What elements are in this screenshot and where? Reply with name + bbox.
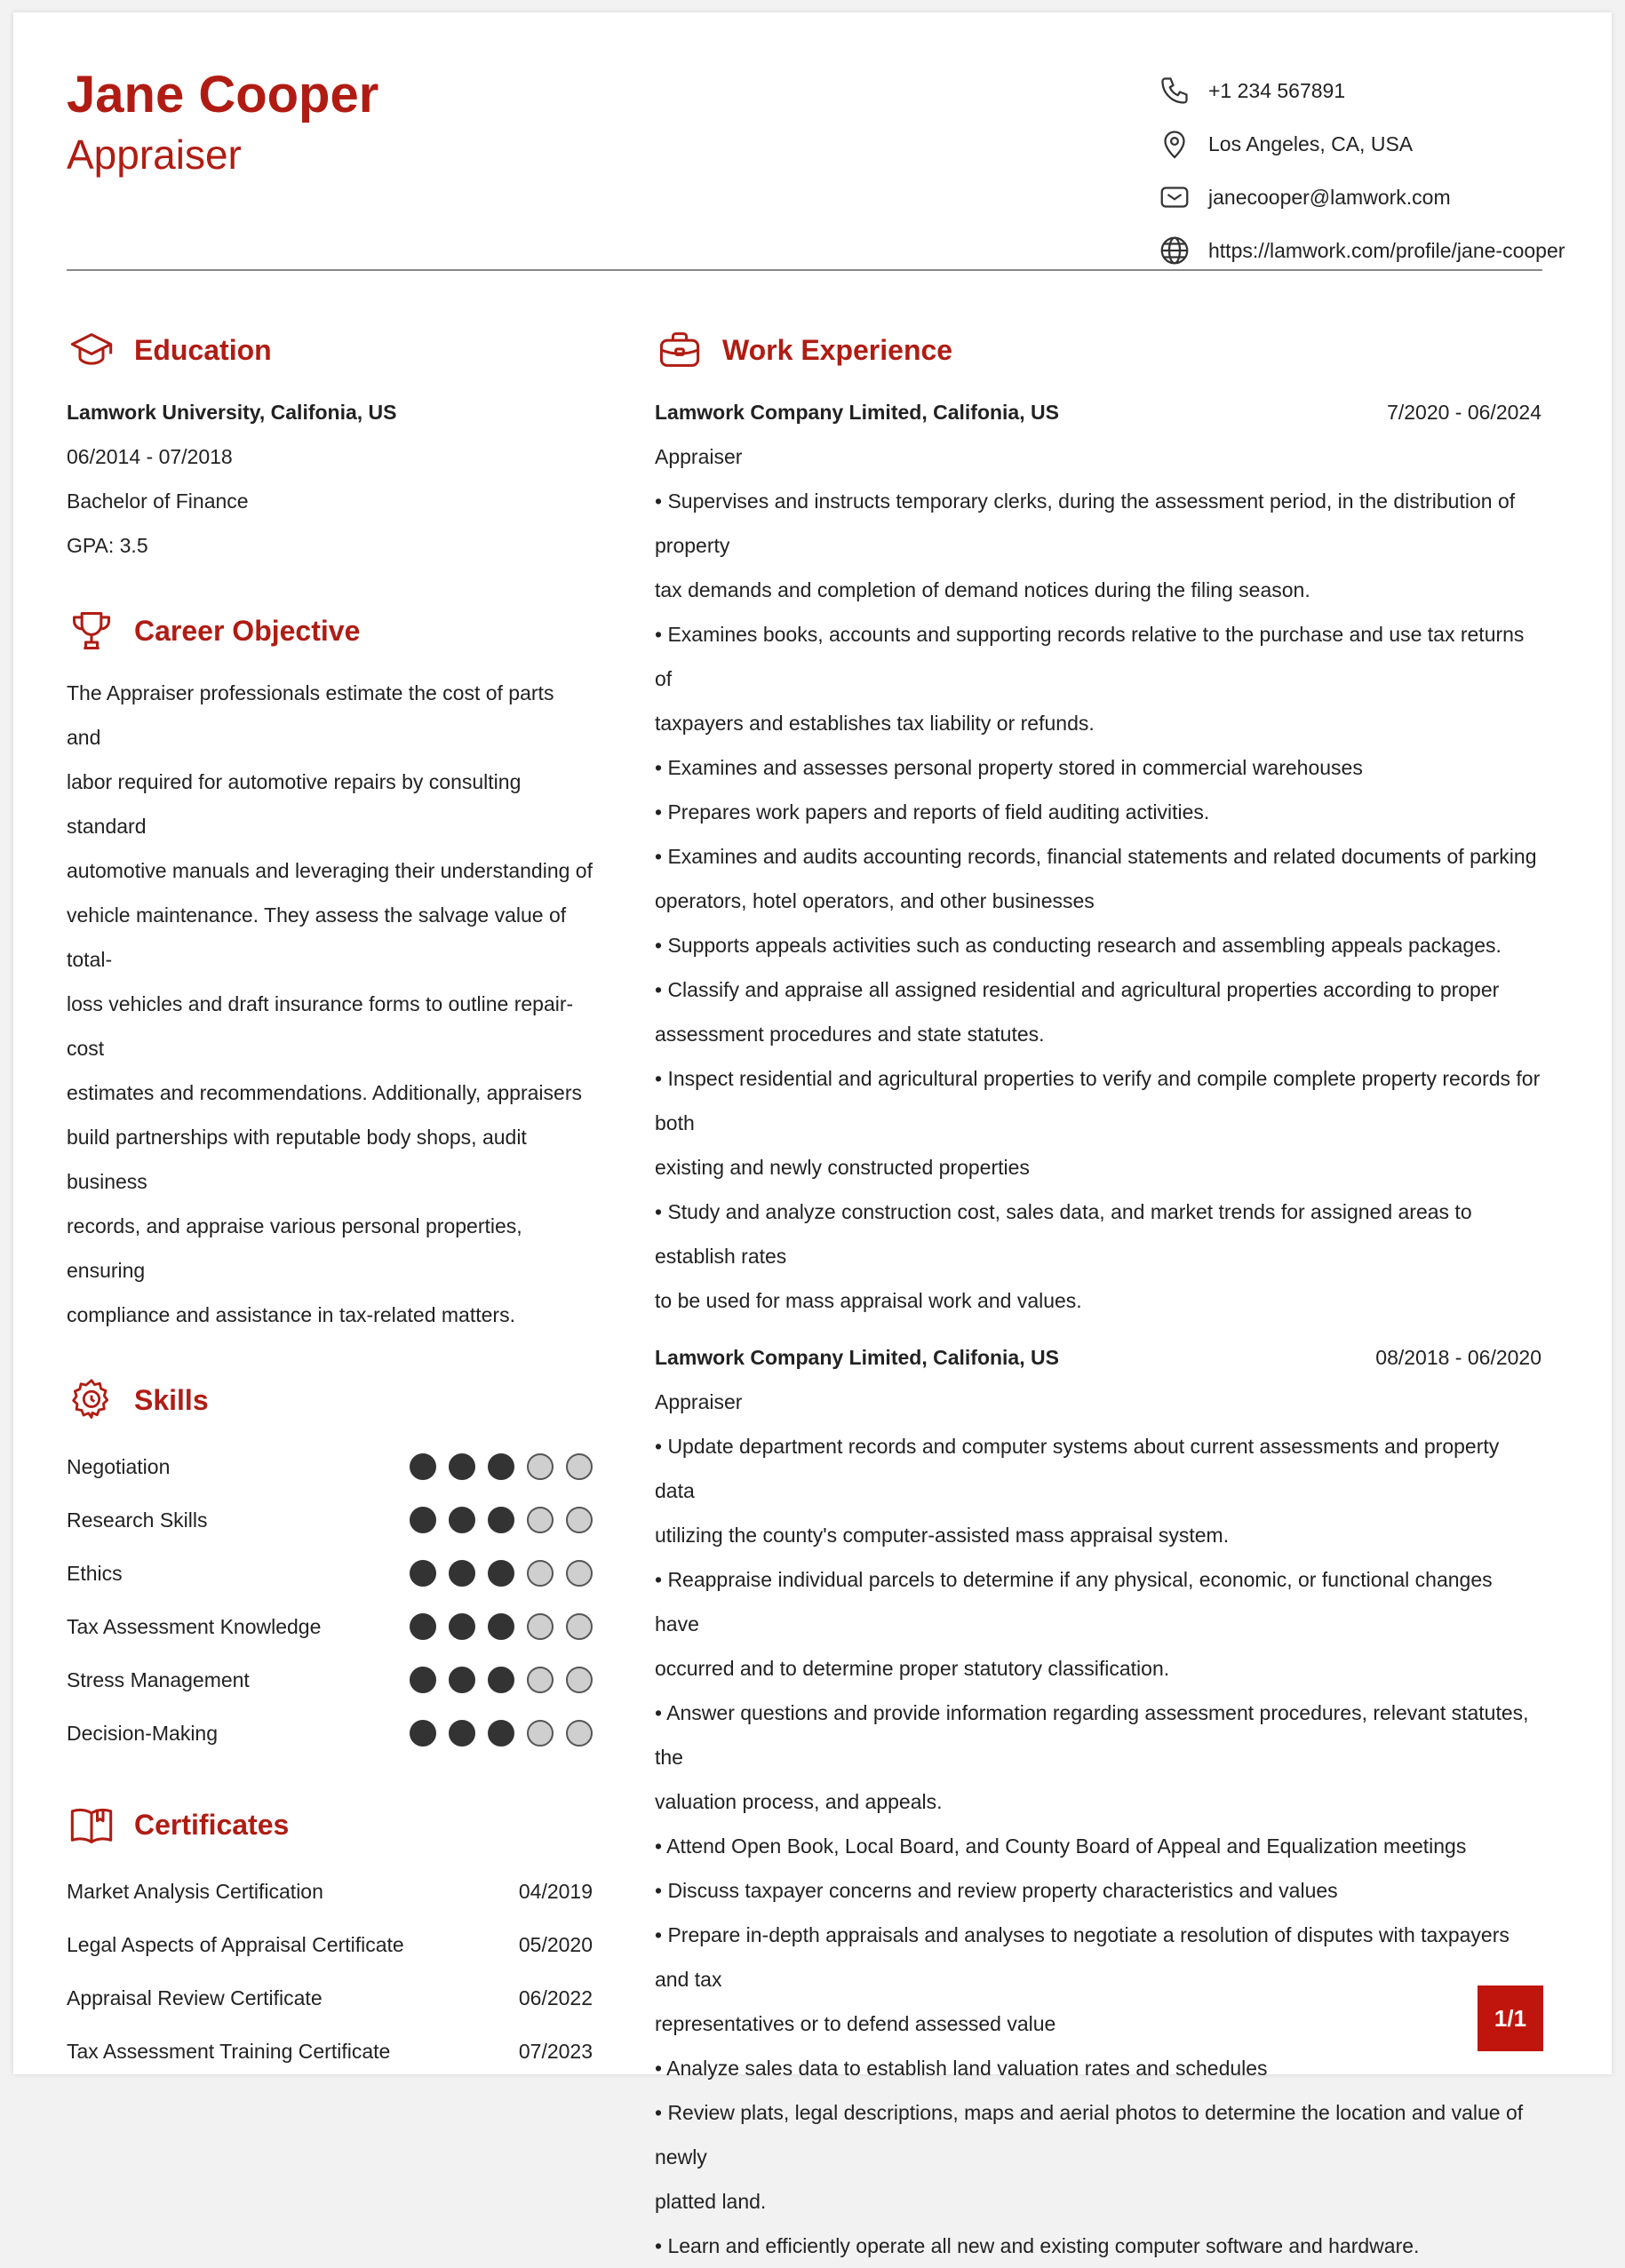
rating-dot-filled: [488, 1613, 514, 1640]
certificate-name: Market Analysis Certification: [67, 1879, 323, 1903]
rating-dot-filled: [410, 1507, 436, 1533]
page-indicator: 1/1: [1478, 1985, 1543, 2051]
skill-row: [67, 1707, 593, 1760]
work-list: [655, 390, 1541, 2268]
job-duty-line: occurred and to determine proper statutory classification.: [655, 1657, 1170, 1680]
skill-rating: [397, 1613, 593, 1640]
work-header: [655, 319, 1541, 381]
skill-name: Tax Assessment Knowledge: [67, 1614, 322, 1638]
job-duty-line: • Attend Open Book, Local Board, and County Board of Appeal and Equalization meetings: [655, 1834, 1467, 1858]
skill-row: [67, 1547, 593, 1600]
phone-icon: [1157, 73, 1192, 108]
skill-rating: [397, 1453, 593, 1480]
job-header: [655, 390, 1541, 434]
job-duty-line: valuation process, and appeals.: [655, 1790, 943, 1813]
contact-email: [1157, 171, 1583, 224]
location-icon: [1157, 126, 1192, 162]
skill-name: Research Skills: [67, 1508, 208, 1532]
objective-line: records, and appraise various personal properties, ensuring: [67, 1214, 522, 1282]
rating-dot-empty: [566, 1507, 593, 1533]
certificate-name: Legal Aspects of Appraisal Certificate: [67, 1932, 404, 1956]
certificate-row: [67, 1865, 593, 1918]
job-duty-line: • Inspect residential and agricultural properties to verify and compile complete property records for both: [655, 1067, 1541, 1134]
education-header: [67, 319, 593, 381]
skill-row: [67, 1653, 593, 1707]
objective-line: labor required for automotive repairs by consulting standard: [67, 770, 522, 838]
rating-dot-empty: [566, 1560, 593, 1587]
job-entry: [655, 390, 1541, 1323]
job-dates: 08/2018 - 06/2020: [1375, 1346, 1541, 1369]
certificate-row: [67, 2025, 593, 2078]
skill-rating: [397, 1507, 593, 1533]
education-gpa: GPA: 3.5: [67, 534, 148, 557]
skill-row: [67, 1600, 593, 1653]
rating-dot-filled: [449, 1507, 475, 1533]
education-school: Lamwork University, Califonia, US: [67, 401, 397, 424]
certificate-row: [67, 1918, 593, 1971]
job-duty-line: • Prepares work papers and reports of field auditing activities.: [655, 800, 1210, 824]
graduation-cap-icon: [67, 325, 116, 375]
book-icon: [67, 1800, 116, 1850]
contact-website-text[interactable]: https://lamwork.com/profile/jane-cooper: [1208, 238, 1565, 262]
rating-dot-filled: [488, 1507, 514, 1533]
rating-dot-filled: [488, 1720, 514, 1747]
contact-location-text: Los Angeles, CA, USA: [1208, 131, 1414, 155]
job-duty-line: to be used for mass appraisal work and values.: [655, 1289, 1082, 1312]
rating-dot-filled: [488, 1560, 514, 1587]
contact-phone-text: +1 234 567891: [1208, 78, 1346, 102]
job-duty-line: • Reappraise individual parcels to determine if any physical, economic, or functional changes have: [655, 1568, 1493, 1635]
job-duties: [655, 479, 1541, 1323]
skill-rating: [397, 1560, 593, 1587]
objective-line: vehicle maintenance. They assess the salvage value of total-: [67, 903, 567, 971]
objective-line: loss vehicles and draft insurance forms to outline repair-cost: [67, 992, 574, 1060]
job-duty-line: • Prepare in-depth appraisals and analyses to negotiate a resolution of disputes with taxpayers and tax: [655, 1923, 1509, 1991]
objective-line: The Appraiser professionals estimate the cost of parts and: [67, 681, 554, 749]
rating-dot-filled: [410, 1453, 436, 1480]
job-duty-line: • Examines books, accounts and supporting records relative to the purchase and use tax returns of: [655, 623, 1525, 690]
job-duty-line: • Examines and audits accounting records, financial statements and related documents of parking: [655, 845, 1537, 868]
work-heading: Work Experience: [722, 333, 953, 366]
rating-dot-empty: [566, 1667, 593, 1693]
job-duty-line: • Study and analyze construction cost, sales data, and market trends for assigned areas to establish rates: [655, 1200, 1472, 1268]
skill-row: [67, 1440, 593, 1493]
left-column: [67, 319, 593, 2078]
contact-list: [1157, 64, 1583, 277]
rating-dot-empty: [527, 1613, 554, 1640]
rating-dot-empty: [527, 1667, 554, 1693]
header-divider: [67, 269, 1542, 271]
certificates-list: [67, 1865, 593, 2078]
rating-dot-empty: [527, 1720, 554, 1747]
job-duty-line: utilizing the county's computer-assisted mass appraisal system.: [655, 1524, 1230, 1547]
job-entry: [655, 1335, 1541, 2268]
job-duty-line: • Learn and efficiently operate all new and existing computer software and hardware.: [655, 2234, 1420, 2257]
briefcase-icon: [655, 325, 705, 375]
skill-rating: [397, 1720, 593, 1747]
education-heading: Education: [134, 333, 272, 366]
rating-dot-filled: [410, 1720, 436, 1747]
job-company: Lamwork Company Limited, Califonia, US: [655, 1346, 1059, 1369]
skills-heading: Skills: [134, 1383, 209, 1416]
certificate-date: 05/2020: [518, 1932, 593, 1956]
skills-header: [67, 1369, 593, 1431]
skill-name: Decision-Making: [67, 1721, 219, 1745]
certificate-row: [67, 1971, 593, 2025]
skill-name: Negotiation: [67, 1454, 171, 1478]
gear-icon: [67, 1375, 116, 1425]
rating-dot-empty: [527, 1453, 554, 1480]
rating-dot-empty: [527, 1507, 554, 1533]
objective-line: estimates and recommendations. Additionally, appraisers: [67, 1081, 582, 1104]
skills-section: [67, 1369, 593, 1760]
rating-dot-filled: [410, 1667, 436, 1693]
job-duty-line: • Supervises and instructs temporary clerks, during the assessment period, in the distribution of property: [655, 489, 1516, 557]
job-duty-line: • Update department records and computer systems about current assessments and property data: [655, 1435, 1500, 1502]
skill-name: Ethics: [67, 1561, 123, 1585]
objective-line: compliance and assistance in tax-related matters.: [67, 1303, 515, 1326]
rating-dot-filled: [410, 1560, 436, 1587]
job-duty-line: representatives or to defend assessed value: [655, 2012, 1056, 2035]
objective-line: automotive manuals and leveraging their understanding of: [67, 859, 593, 882]
job-role: Appraiser: [655, 1390, 743, 1413]
job-duty-line: • Classify and appraise all assigned residential and agricultural properties according to proper: [655, 978, 1500, 1001]
rating-dot-filled: [449, 1613, 475, 1640]
rating-dot-empty: [527, 1560, 554, 1587]
rating-dot-empty: [566, 1720, 593, 1747]
certificate-name: Tax Assessment Training Certificate: [67, 2039, 391, 2063]
job-company: Lamwork Company Limited, Califonia, US: [655, 401, 1059, 424]
objective-heading: Career Objective: [134, 614, 361, 647]
candidate-title: Appraiser: [67, 131, 242, 178]
rating-dot-filled: [449, 1453, 475, 1480]
resume-page: [13, 12, 1612, 2257]
contact-phone: [1157, 64, 1583, 117]
objective-text: [67, 671, 593, 1337]
right-column: [655, 319, 1541, 2268]
mail-icon: [1157, 179, 1192, 215]
job-dates: 7/2020 - 06/2024: [1387, 401, 1541, 424]
certificate-date: 07/2023: [518, 2039, 593, 2063]
certificates-section: [67, 1794, 593, 2078]
certificates-heading: Certificates: [134, 1808, 290, 1841]
education-dates: 06/2014 - 07/2018: [67, 445, 233, 468]
objective-line: build partnerships with reputable body shops, audit business: [67, 1126, 527, 1193]
trophy-icon: [67, 606, 116, 656]
job-duty-line: • Discuss taxpayer concerns and review property characteristics and values: [655, 1879, 1338, 1902]
contact-location: [1157, 117, 1583, 171]
job-duty-line: • Examines and assesses personal property stored in commercial warehouses: [655, 756, 1363, 779]
rating-dot-filled: [449, 1720, 475, 1747]
job-duty-line: platted land.: [655, 2190, 767, 2213]
job-duty-line: • Analyze sales data to establish land valuation rates and schedules: [655, 2057, 1268, 2080]
job-header: [655, 1335, 1541, 1380]
resume-header: [67, 57, 1565, 266]
job-duty-line: • Supports appeals activities such as conducting research and assembling appeals packages.: [655, 934, 1502, 957]
job-duty-line: assessment procedures and state statutes.: [655, 1023, 1045, 1046]
objective-header: [67, 600, 593, 662]
skill-rating: [397, 1667, 593, 1693]
job-duty-line: • Answer questions and provide information regarding assessment procedures, relevant statutes, the: [655, 1701, 1529, 1769]
contact-email-text[interactable]: janecooper@lamwork.com: [1208, 185, 1451, 209]
job-duty-line: tax demands and completion of demand notices during the filing season.: [655, 578, 1310, 601]
globe-icon: [1157, 233, 1192, 268]
certificates-header: [67, 1794, 593, 1856]
certificate-name: Appraisal Review Certificate: [67, 1985, 323, 2009]
education-degree: Bachelor of Finance: [67, 489, 249, 513]
rating-dot-filled: [488, 1453, 514, 1480]
job-role: Appraiser: [655, 445, 743, 468]
rating-dot-filled: [488, 1667, 514, 1693]
education-section: [67, 319, 593, 568]
rating-dot-empty: [566, 1613, 593, 1640]
candidate-name: Jane Cooper: [67, 66, 379, 123]
skill-row: [67, 1493, 593, 1547]
certificate-date: 04/2019: [518, 1879, 593, 1903]
rating-dot-filled: [449, 1560, 475, 1587]
rating-dot-filled: [449, 1667, 475, 1693]
job-duty-line: • Review plats, legal descriptions, maps and aerial photos to determine the location and value of newly: [655, 2101, 1524, 2169]
job-duties: [655, 1424, 1541, 2268]
job-duty-line: operators, hotel operators, and other businesses: [655, 889, 1095, 912]
skills-list: [67, 1440, 593, 1760]
rating-dot-empty: [566, 1453, 593, 1480]
rating-dot-filled: [410, 1613, 436, 1640]
skill-name: Stress Management: [67, 1667, 250, 1691]
objective-section: [67, 600, 593, 1337]
job-duty-line: existing and newly constructed properties: [655, 1156, 1030, 1179]
certificate-date: 06/2022: [518, 1985, 593, 2009]
job-duty-line: taxpayers and establishes tax liability or refunds.: [655, 712, 1095, 735]
